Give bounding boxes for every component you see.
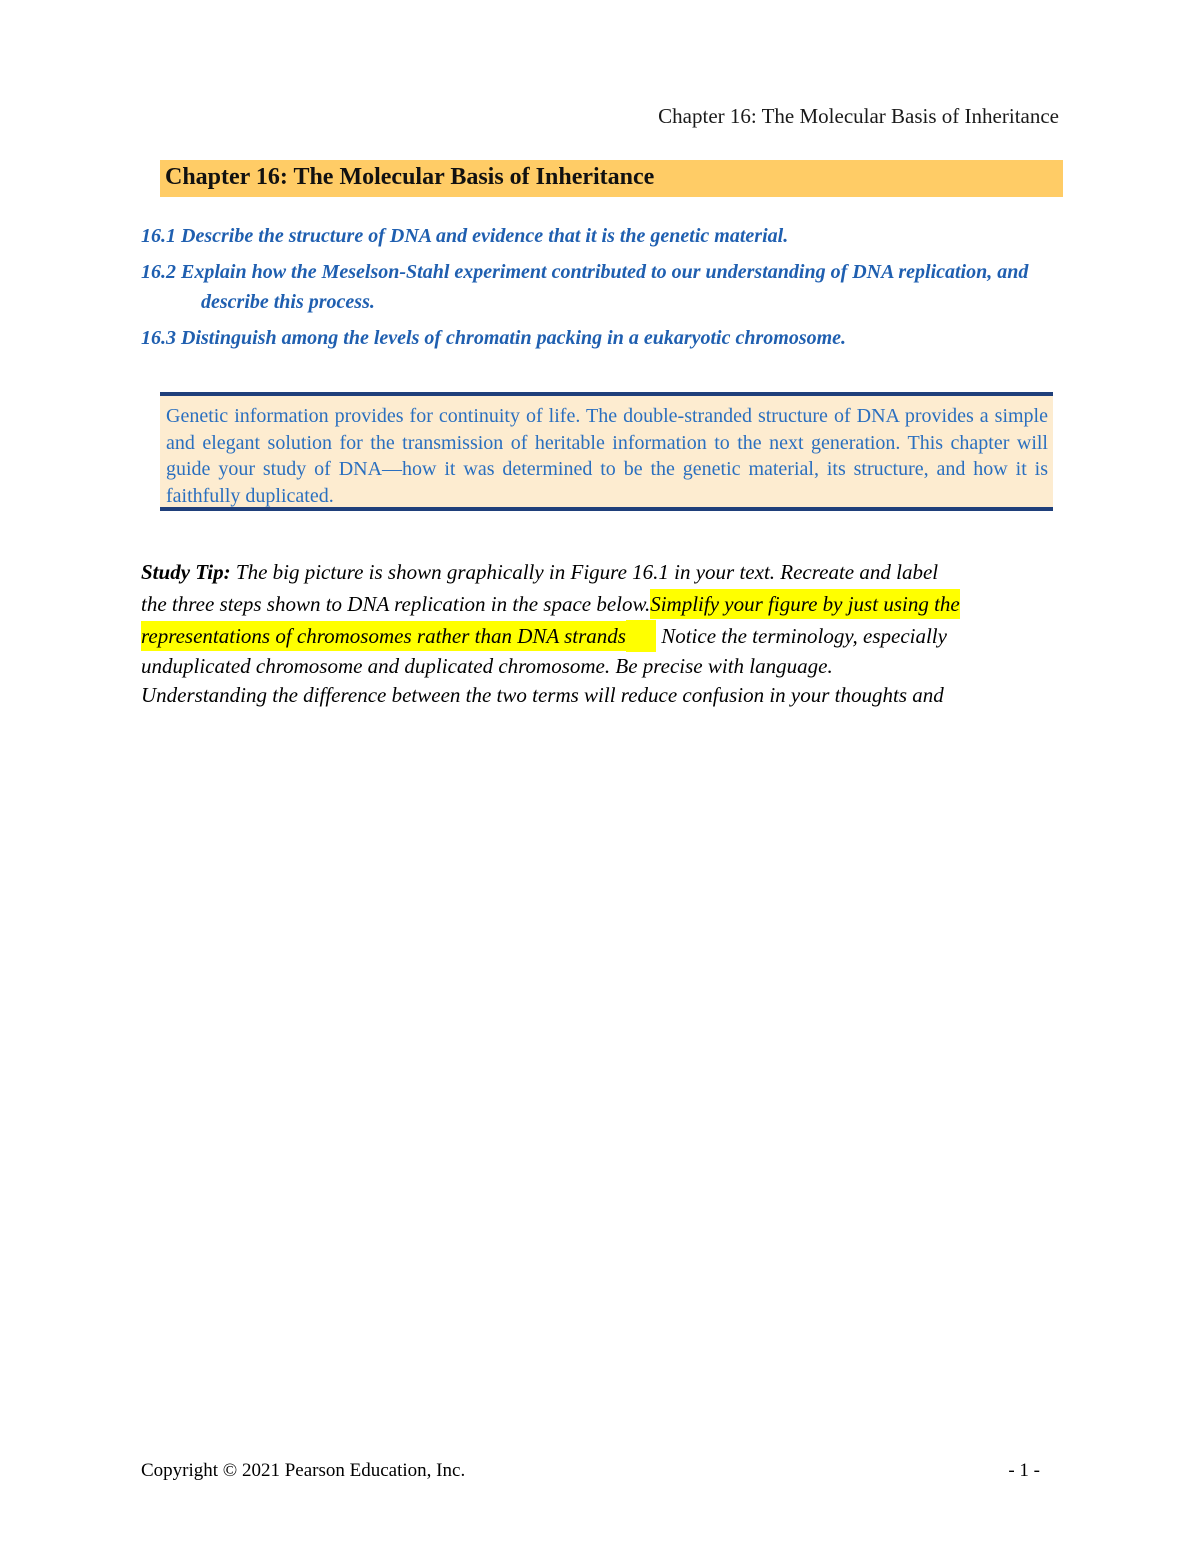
study-tip-line-2	[141, 588, 1066, 620]
highlight-padding	[626, 620, 656, 652]
highlighted-text-1: Simplify your figure by just using the	[650, 589, 960, 619]
study-tip-line-5: Understanding the difference between the two terms will reduce confusion in your thoughts and	[141, 683, 944, 707]
highlighted-text-2: representations of chromosomes rather than DNA strands	[141, 621, 626, 651]
study-tip-text-3: Notice the terminology, especially	[655, 624, 947, 648]
study-tip-line-4: unduplicated chromosome and duplicated chromosome. Be precise with language.	[141, 654, 833, 678]
objective-16-2: 16.2 Explain how the Meselson-Stahl experiment contributed to our understanding of DNA replication, and describe this process.	[141, 261, 1029, 313]
objective-16-3: 16.3 Distinguish among the levels of chromatin packing in a eukaryotic chromosome.	[141, 327, 847, 349]
study-tip	[141, 556, 1066, 710]
page-number: - 1 -	[1008, 1460, 1040, 1481]
chapter-overview-box: Genetic information provides for continuity of life. The double-stranded structure of DNA provides a simple and elegant solution for the transmission of heritable information to the next generation. This chapter will guide your study of DNA—how it was determined to be the genetic material, its structure, and how it is faithfully duplicated.	[160, 392, 1053, 511]
learning-objectives	[141, 221, 1071, 359]
running-header: Chapter 16: The Molecular Basis of Inheritance	[658, 104, 1059, 128]
study-tip-label: Study Tip:	[141, 560, 231, 584]
copyright-footer: Copyright © 2021 Pearson Education, Inc.	[141, 1460, 466, 1481]
study-tip-text-1: The big picture is shown graphically in Figure 16.1 in your text. Recreate and label	[230, 560, 939, 584]
study-tip-line-3	[141, 620, 1066, 652]
chapter-title-banner: Chapter 16: The Molecular Basis of Inheritance	[160, 160, 1063, 197]
study-tip-text-2: the three steps shown to DNA replication in the space below.	[141, 592, 651, 616]
study-tip-line-1	[141, 556, 1066, 588]
objective-16-1: 16.1 Describe the structure of DNA and evidence that it is the genetic material.	[141, 225, 789, 247]
